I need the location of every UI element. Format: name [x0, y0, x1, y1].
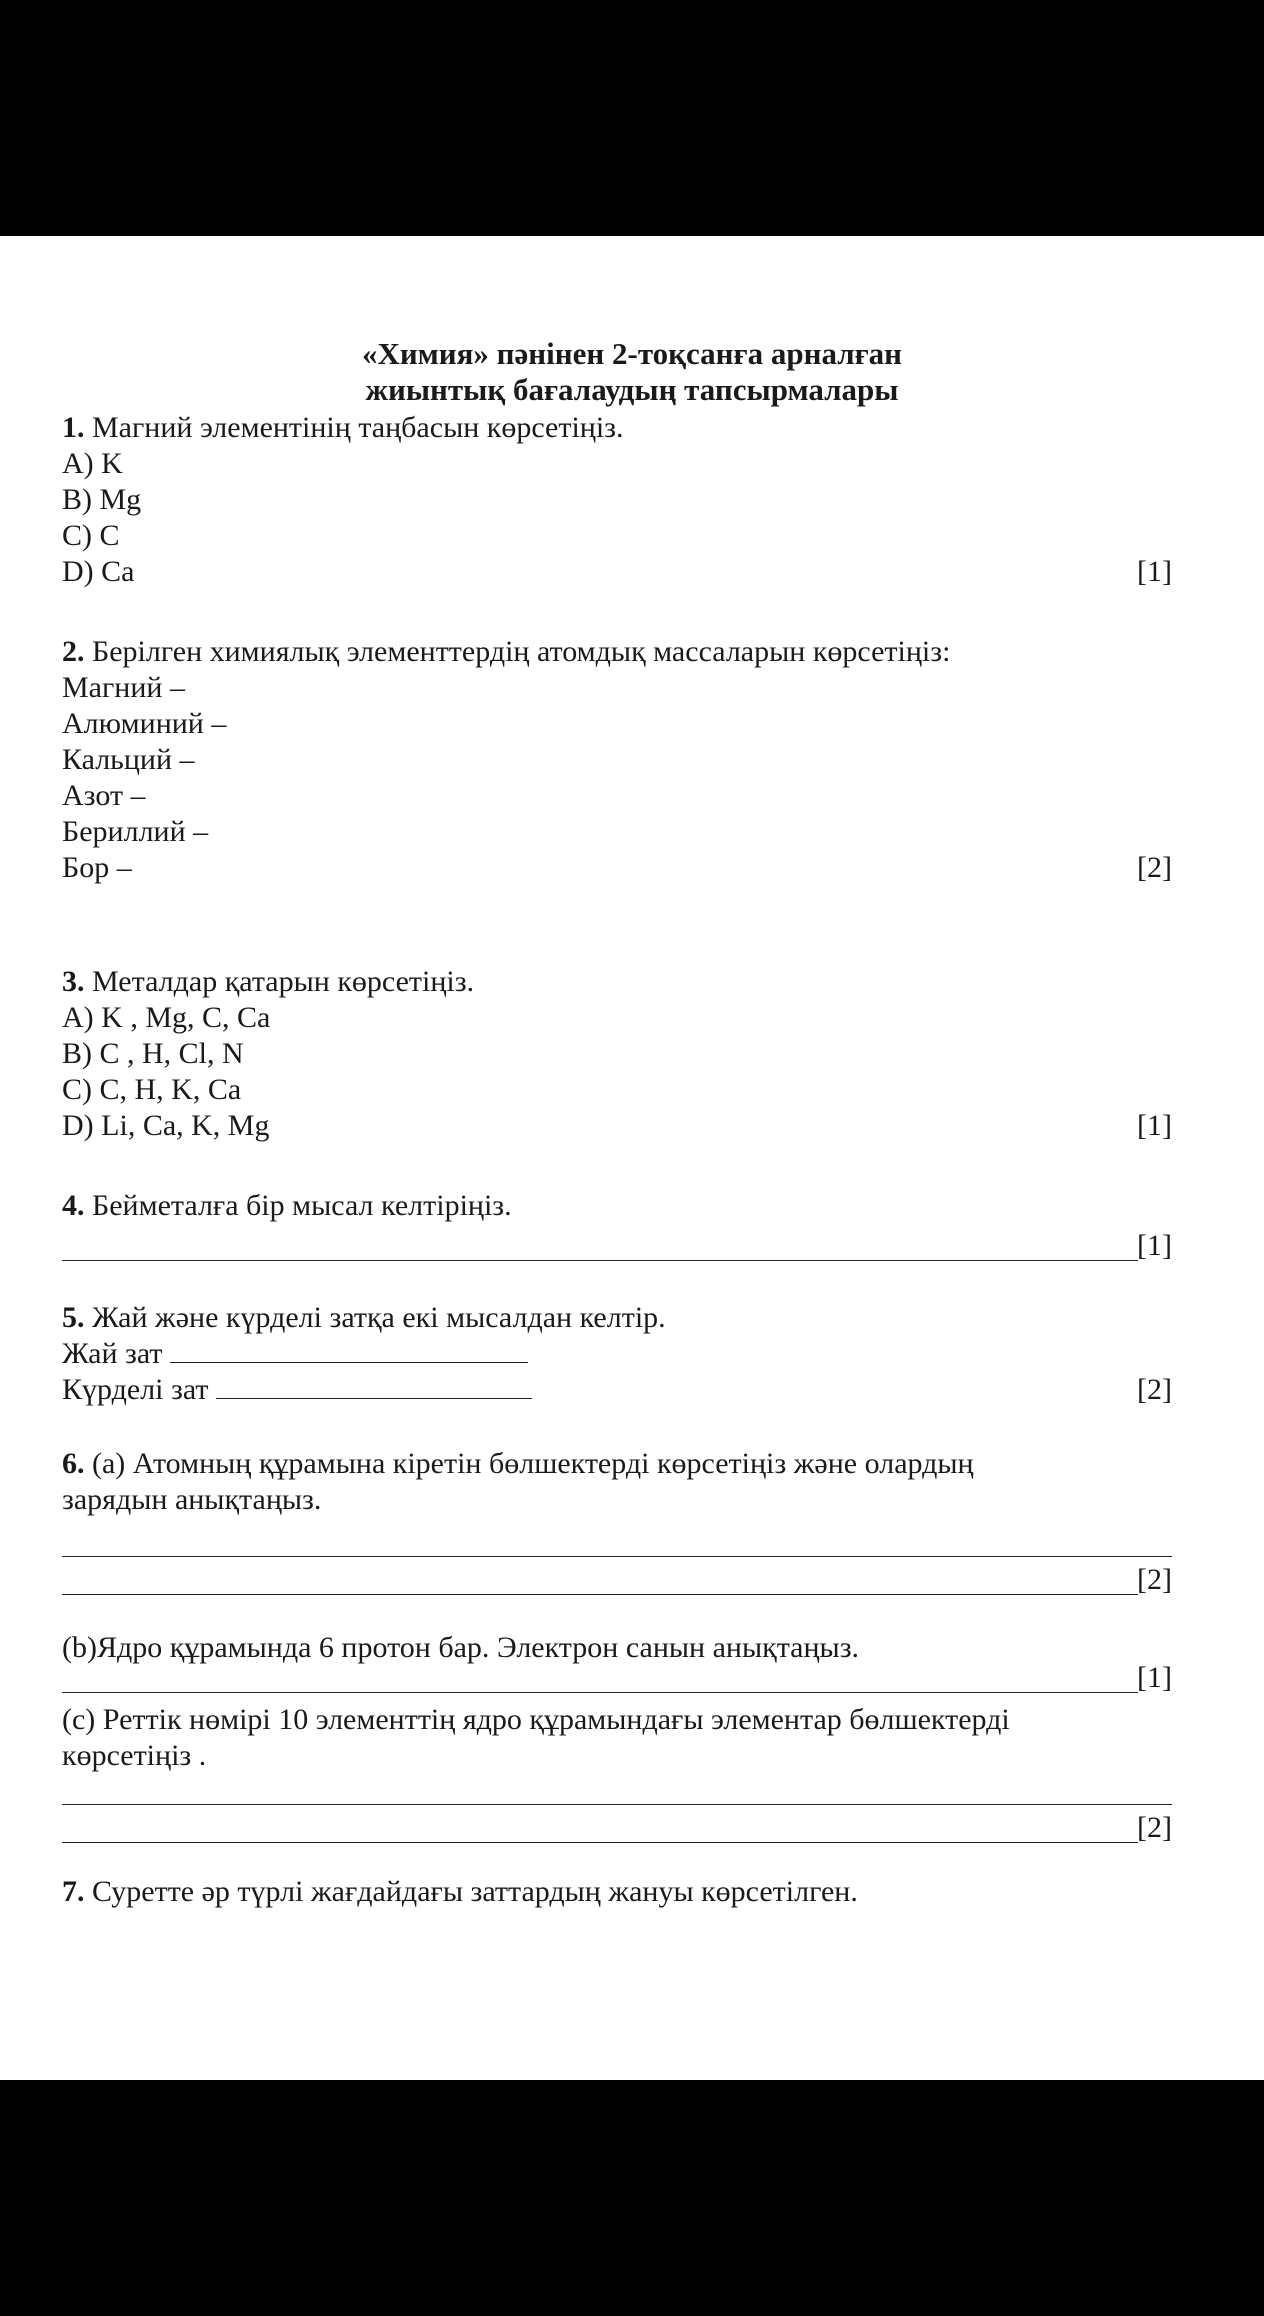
q6c-answer-line-2[interactable]	[62, 1842, 1138, 1843]
question-number: 3.	[62, 965, 85, 998]
q6b-answer-line[interactable]	[62, 1692, 1138, 1693]
question-7	[62, 1874, 858, 1910]
q2-item-aluminium: Алюминий –	[62, 707, 227, 740]
q6c-score: [2]	[1137, 1811, 1172, 1844]
question-text: Жай және күрделі затқа екі мысалдан келтір.	[84, 1301, 666, 1334]
q3-option-c: C) C, H, K, Ca	[62, 1073, 242, 1106]
worksheet-page	[0, 236, 1264, 2080]
question-text: Берілген химиялық элементтердің атомдық массаларын көрсетіңіз:	[84, 635, 951, 668]
q1-option-b: B) Mg	[62, 483, 142, 516]
question-number: 4.	[62, 1189, 85, 1222]
q2-item-magnesium: Магний –	[62, 671, 185, 704]
question-text: Бейметалға бір мысал келтіріңіз.	[84, 1189, 512, 1222]
q5-complex-row	[62, 1372, 532, 1408]
q2-item-calcium: Кальций –	[62, 743, 195, 776]
q1-option-d: D) Ca	[62, 555, 135, 588]
q4-score: [1]	[1137, 1229, 1172, 1262]
q1-option-a: A) K	[62, 447, 123, 480]
title-line-2: жиынтық бағалаудың тапсырмалары	[365, 372, 899, 407]
question-number: 5.	[62, 1301, 85, 1334]
question-2	[62, 634, 950, 670]
q6a-text-cont: зарядын анықтаңыз.	[62, 1483, 322, 1516]
q5-simple-row	[62, 1336, 528, 1372]
title-line-1: «Химия» пәнінен 2-тоқсанға арналған	[361, 336, 903, 371]
q6a-score: [2]	[1137, 1563, 1172, 1596]
q3-score: [1]	[1137, 1109, 1172, 1142]
question-6a	[62, 1446, 974, 1482]
question-1	[62, 410, 624, 446]
q2-item-beryllium: Бериллий –	[62, 815, 209, 848]
question-number: 2.	[62, 635, 85, 668]
q6a-answer-line-2[interactable]	[62, 1594, 1138, 1595]
question-6c: (c) Реттік нөмірі 10 элементтің ядро құрамындағы элементар бөлшектерді	[62, 1703, 1010, 1736]
question-5	[62, 1300, 666, 1336]
q2-item-boron: Бор –	[62, 851, 132, 884]
question-6b: (b)Ядро құрамында 6 протон бар. Электрон санын анықтаңыз.	[62, 1631, 860, 1664]
question-text: Суретте әр түрлі жағдайдағы заттардың жануы көрсетілген.	[84, 1875, 858, 1908]
q6a-answer-line-1[interactable]	[62, 1556, 1172, 1557]
q5-complex-blank[interactable]	[216, 1374, 532, 1399]
question-number: 6.	[62, 1447, 85, 1480]
q5-simple-blank[interactable]	[170, 1338, 528, 1363]
question-number: 1.	[62, 411, 85, 444]
q2-item-nitrogen: Азот –	[62, 779, 146, 812]
question-number: 7.	[62, 1875, 85, 1908]
q3-option-d: D) Li, Ca, K, Mg	[62, 1109, 270, 1142]
question-3	[62, 964, 474, 1000]
q6c-answer-line-1[interactable]	[62, 1804, 1172, 1805]
q4-answer-line[interactable]	[62, 1260, 1138, 1261]
q1-option-c: C) C	[62, 519, 120, 552]
q1-score: [1]	[1137, 555, 1172, 588]
q3-option-a: A) K , Mg, C, Ca	[62, 1001, 271, 1034]
document-body	[0, 236, 1264, 2080]
q5-simple-label: Жай зат	[62, 1337, 163, 1370]
q6c-text-cont: көрсетіңіз .	[62, 1739, 207, 1772]
q2-score: [2]	[1137, 851, 1172, 884]
q5-score: [2]	[1137, 1373, 1172, 1406]
question-text: Магний элементінің таңбасын көрсетіңіз.	[84, 411, 624, 444]
question-text: (a) Атомның құрамына кіретін бөлшектерді көрсетіңіз және олардың	[84, 1447, 974, 1480]
question-4	[62, 1188, 512, 1224]
q3-option-b: B) C , H, Cl, N	[62, 1037, 244, 1070]
q6b-score: [1]	[1137, 1661, 1172, 1694]
question-text: Металдар қатарын көрсетіңіз.	[84, 965, 475, 998]
q5-complex-label: Күрделі зат	[62, 1373, 209, 1406]
